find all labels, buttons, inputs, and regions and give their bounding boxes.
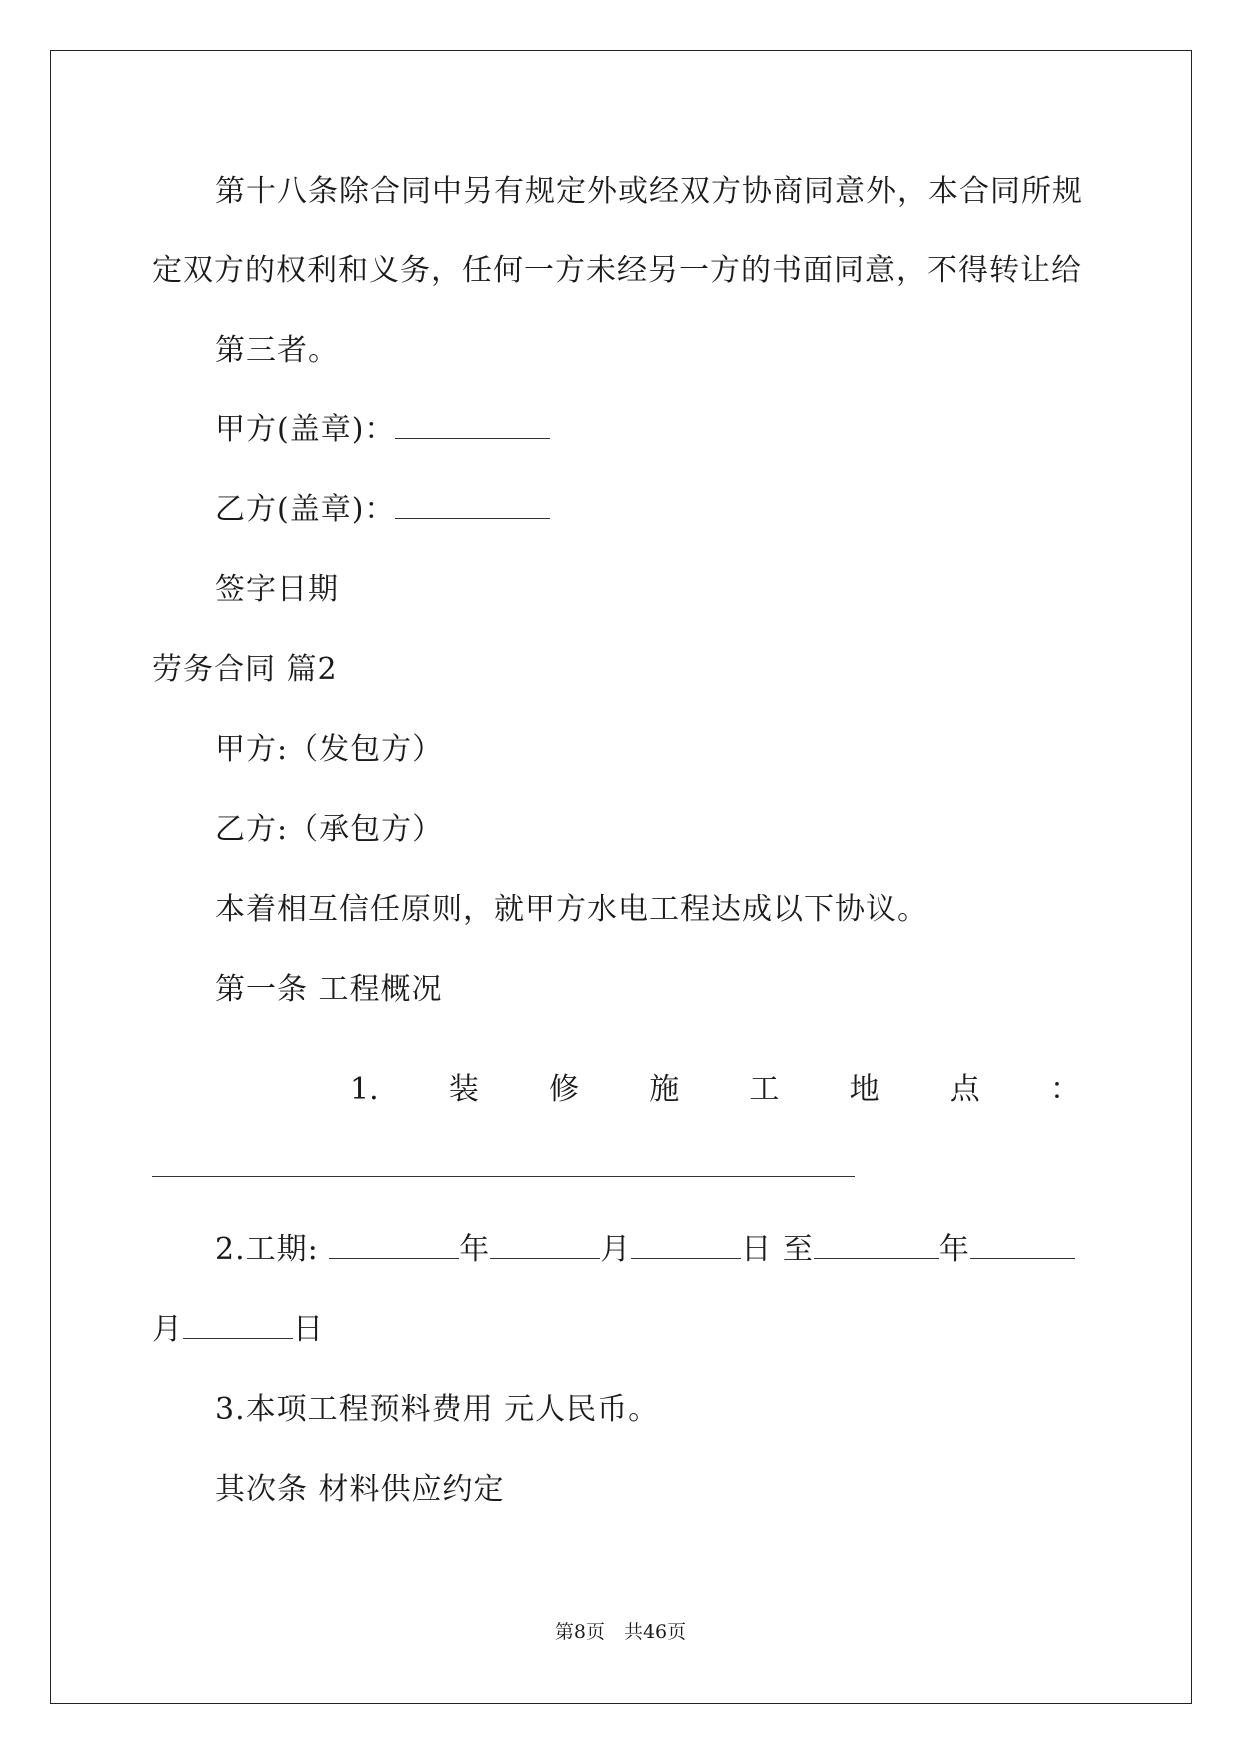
party-b: 乙方:（承包方）: [215, 812, 444, 847]
start-month-blank: [490, 1236, 600, 1259]
cost-paragraph: 3.本项工程预料费用 元人民币。: [215, 1392, 660, 1427]
party-b-seal-label: 乙方(盖章)：: [215, 492, 396, 527]
end-year-blank: [814, 1236, 939, 1259]
article-18-line-3: 第三者。: [215, 333, 339, 368]
article-2-title: 其次条 材料供应约定: [215, 1472, 505, 1507]
to-label: 至: [782, 1232, 814, 1267]
period-label: 2.工期:: [215, 1232, 319, 1267]
party-b-seal-line: [215, 490, 550, 530]
party-a-seal-line: [215, 410, 550, 450]
end-day-blank: [183, 1316, 293, 1339]
intro-paragraph: 本着相互信任原则，就甲方水电工程达成以下协议。: [215, 892, 928, 927]
party-a-seal-blank: [395, 416, 550, 439]
site-location-line: [350, 1070, 1080, 1110]
site-item: 地: [849, 1072, 880, 1107]
party-a-seal-label: 甲方(盖章)：: [215, 412, 396, 447]
end-year-label: 年: [938, 1232, 970, 1267]
party-b-seal-blank: [395, 496, 550, 519]
period-line-2: [152, 1310, 324, 1350]
party-a: 甲方:（发包方）: [215, 732, 444, 767]
start-year-blank: [329, 1236, 459, 1259]
site-item: 1.: [350, 1072, 379, 1107]
start-year-label: 年: [459, 1232, 491, 1267]
site-item: 修: [549, 1072, 579, 1107]
site-item: 装: [448, 1072, 479, 1107]
sign-date: 签字日期: [215, 572, 339, 607]
end-month-label: 月: [152, 1312, 183, 1347]
end-day-label: 日: [293, 1312, 324, 1347]
start-month-label: 月: [600, 1232, 632, 1267]
section-title: 劳务合同 篇2: [152, 652, 338, 687]
site-item: 点: [949, 1072, 980, 1107]
period-line: [215, 1230, 1075, 1270]
site-location-blank: [152, 1176, 855, 1177]
end-month-blank: [970, 1236, 1075, 1259]
site-item: 施: [649, 1072, 680, 1107]
article-18-line-1: 第十八条除合同中另有规定外或经双方协商同意外，本合同所规: [215, 174, 1083, 209]
site-item: 工: [749, 1072, 780, 1107]
page-number-footer: 第8页 共46页: [554, 1621, 687, 1643]
article-1-title: 第一条 工程概况: [215, 972, 443, 1007]
page-border: [50, 50, 1192, 1704]
site-item: ：: [1049, 1072, 1080, 1107]
start-day-blank: [631, 1236, 741, 1259]
article-18-line-2: 定双方的权利和义务，任何一方未经另一方的书面同意，不得转让给: [152, 253, 1082, 288]
start-day-label: 日: [741, 1232, 773, 1267]
